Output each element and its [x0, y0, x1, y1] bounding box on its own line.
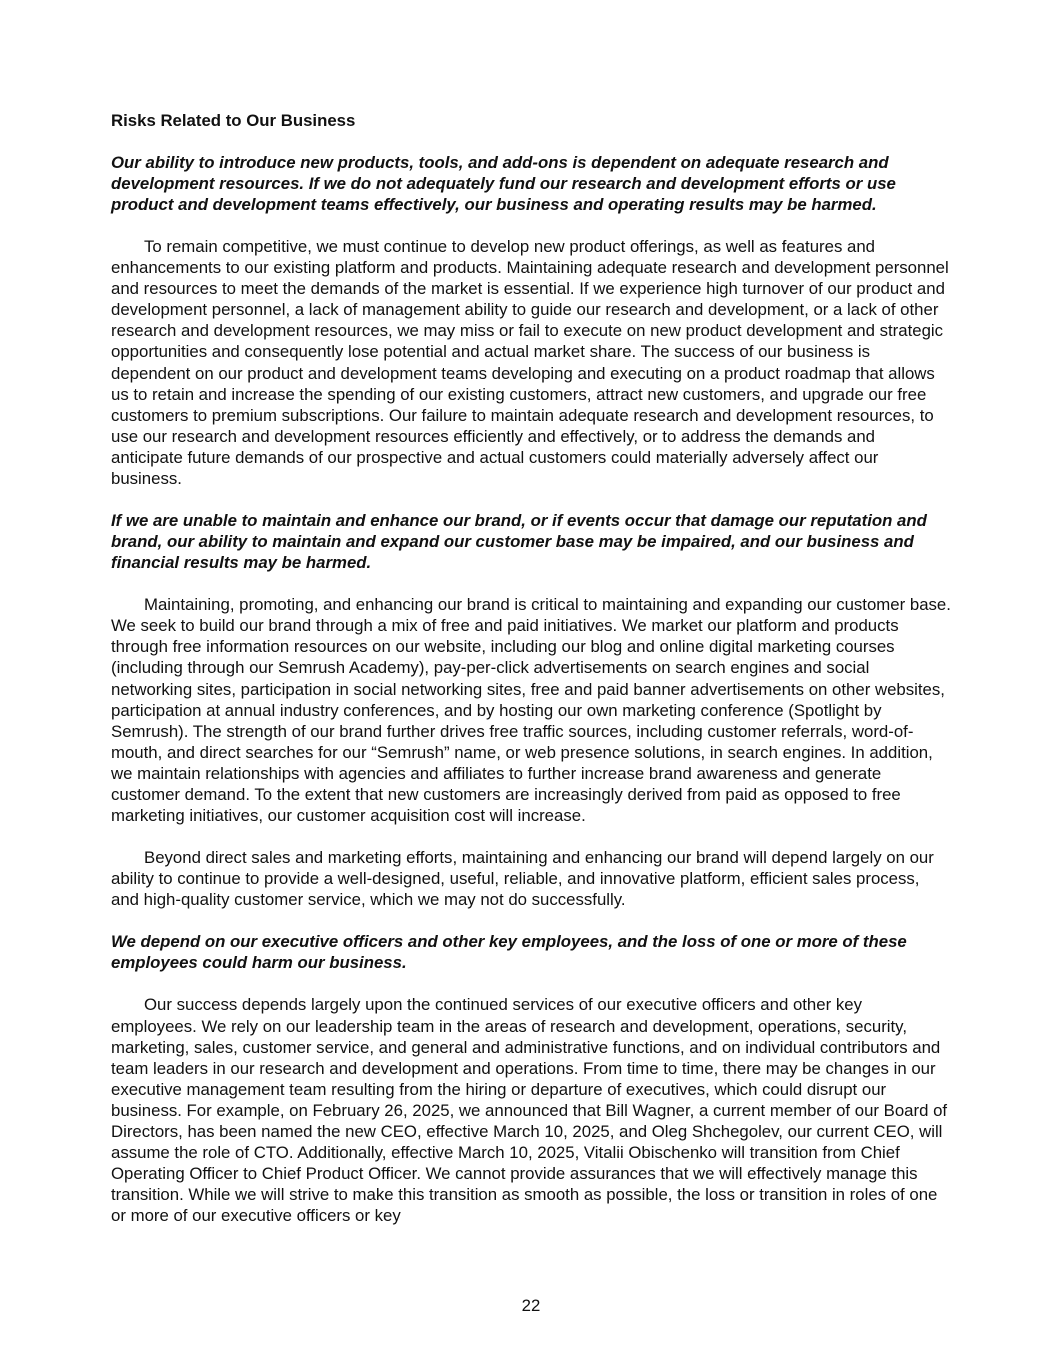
- risk-paragraph: Beyond direct sales and marketing efforts, maintaining and enhancing our brand will depend largely on our ability to continue to provide a well-designed, useful, reliable, and innovative platform, efficient sales process, and high-quality customer service, which we may not do successfully.: [111, 848, 934, 910]
- document-body: [111, 110, 951, 1247]
- risk-factor-key-employees: [111, 931, 951, 1226]
- risk-title: We depend on our executive officers and other key employees, and the loss of one or more of these employees could harm our business.: [111, 932, 907, 973]
- risk-paragraph: Maintaining, promoting, and enhancing our brand is critical to maintaining and expanding our customer base. We seek to build our brand through a mix of free and paid initiatives. We market our platform and products through free information resources on our website, including our blog and online digital marketing courses (including through our Semrush Academy), pay-per-click advertisements on search engines and social networking sites, participation in social networking sites, free and paid banner advertisements on other websites, participation at annual industry conferences, and by hosting our own marketing conference (Spotlight by Semrush). The strength of our brand further drives free traffic sources, including customer referrals, word-of-mouth, and direct searches for our “Semrush” name, or web presence solutions, in search engines. In addition, we maintain relationships with agencies and affiliates to further increase brand awareness and generate customer demand. To the extent that new customers are increasingly derived from paid as opposed to free marketing initiatives, our customer acquisition cost will increase.: [111, 595, 951, 826]
- risk-factor-brand: [111, 510, 951, 910]
- section-heading: Risks Related to Our Business: [111, 111, 356, 130]
- risk-factor-rnd: [111, 152, 951, 489]
- risk-paragraph: Our success depends largely upon the continued services of our executive officers and other key employees. We rely on our leadership team in the areas of research and development, operations, security, marketing, sales, customer service, and general and administrative functions, and on individual contributors and team leaders in our research and development and operations. From time to time, there may be changes in our executive management team resulting from the hiring or departure of executives, which could disrupt our business. For example, on February 26, 2025, we announced that Bill Wagner, a current member of our Board of Directors, has been named the new CEO, effective March 10, 2025, and Oleg Shchegolev, our current CEO, will assume the role of CTO. Additionally, effective March 10, 2025, Vitalii Obischenko will transition from Chief Operating Officer to Chief Product Officer. We cannot provide assurances that we will effectively manage this transition. While we will strive to make this transition as smooth as possible, the loss or transition in roles of one or more of our executive officers or key: [111, 995, 948, 1226]
- page-number: 22: [521, 1296, 541, 1315]
- risk-title: If we are unable to maintain and enhance our brand, or if events occur that damage our reputation and brand, our ability to maintain and expand our customer base may be impaired, and our business and financial results may be harmed.: [111, 511, 927, 573]
- risk-paragraph: To remain competitive, we must continue to develop new product offerings, as well as features and enhancements to our existing platform and products. Maintaining adequate research and development personnel and resources to meet the demands of the market is essential. If we experience high turnover of our product and development personnel, a lack of management ability to guide our research and development, or a lack of other research and development resources, we may miss or fail to execute on new product development and strategic opportunities and consequently lose potential and actual market share. The success of our business is dependent on our product and development teams developing and executing on a product roadmap that allows us to retain and increase the spending of our existing customers, attract new customers, and upgrade our free customers to premium subscriptions. Our failure to maintain adequate research and development resources, to use our research and development resources efficiently and effectively, or to address the demands and anticipate future demands of our prospective and actual customers could materially adversely affect our business.: [111, 237, 949, 489]
- risk-title: Our ability to introduce new products, tools, and add-ons is dependent on adequate research and development resources. If we do not adequately fund our research and development efforts or use product and development teams effectively, our business and operating results may be harmed.: [111, 153, 896, 214]
